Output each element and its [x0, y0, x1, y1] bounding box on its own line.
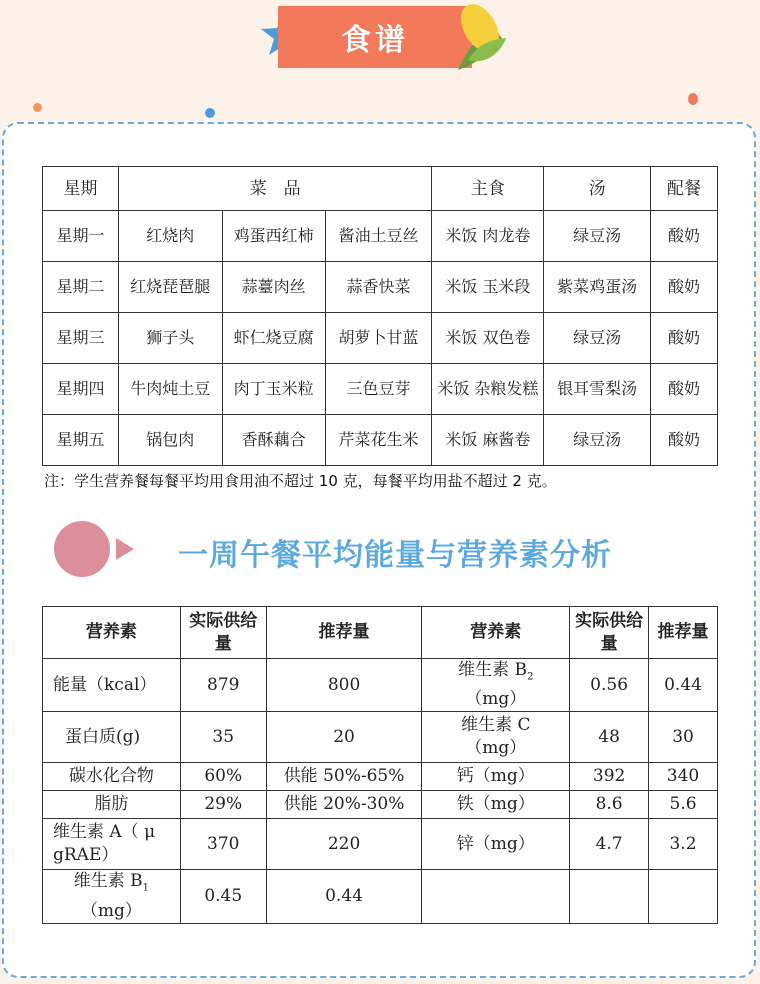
staple-cell: 米饭 杂粮发糕 — [432, 364, 544, 415]
decor-dot — [33, 103, 42, 112]
soup-cell: 绿豆汤 — [544, 313, 651, 364]
col-soup: 汤 — [544, 167, 651, 211]
col-nutrient: 营养素 — [422, 607, 570, 659]
actual-cell: 8.6 — [570, 791, 649, 819]
day-cell: 星期二 — [43, 262, 119, 313]
nutrient-name: 维生素 B — [458, 660, 528, 680]
actual-cell: 4.7 — [570, 819, 649, 870]
table-row — [43, 211, 718, 262]
recommended-cell: 800 — [266, 659, 422, 712]
nutrient-cell: 脂肪 — [43, 791, 181, 819]
dish-cell: 虾仁烧豆腐 — [222, 313, 325, 364]
recommended-cell: 0.44 — [649, 659, 718, 712]
recommended-cell: 30 — [649, 712, 718, 763]
staple-cell: 米饭 玉米段 — [432, 262, 544, 313]
nutrient-cell — [422, 659, 570, 712]
soup-cell: 绿豆汤 — [544, 415, 651, 466]
side-cell: 酸奶 — [651, 415, 718, 466]
staple-cell: 米饭 麻酱卷 — [432, 415, 544, 466]
recommended-cell — [649, 870, 718, 923]
day-cell: 星期三 — [43, 313, 119, 364]
nutrient-cell: 碳水化合物 — [43, 763, 181, 791]
recommended-cell: 340 — [649, 763, 718, 791]
actual-cell: 0.45 — [180, 870, 266, 923]
dish-cell: 蒜香快菜 — [325, 262, 432, 313]
decor-dot — [205, 108, 215, 118]
recommended-cell: 供能 20%-30% — [266, 791, 422, 819]
col-actual: 实际供给量 — [570, 607, 649, 659]
actual-cell: 48 — [570, 712, 649, 763]
nutrient-cell — [422, 712, 570, 763]
table-row — [43, 415, 718, 466]
actual-cell — [570, 870, 649, 923]
menu-note: 注：学生营养餐每餐平均用食用油不超过 10 克，每餐平均用盐不超过 2 克。 — [44, 472, 557, 490]
soup-cell: 银耳雪梨汤 — [544, 364, 651, 415]
col-nutrient: 营养素 — [43, 607, 181, 659]
col-recommended: 推荐量 — [266, 607, 422, 659]
actual-cell: 370 — [180, 819, 266, 870]
nutrient-unit: （mg） — [465, 738, 527, 759]
staple-cell: 米饭 双色卷 — [432, 313, 544, 364]
recommended-cell: 3.2 — [649, 819, 718, 870]
corn-icon — [448, 0, 518, 72]
dish-cell: 蒜薹肉丝 — [222, 262, 325, 313]
nutrition-table-header — [43, 607, 718, 659]
table-row — [43, 364, 718, 415]
menu-table-header — [43, 167, 718, 211]
dish-cell: 芹菜花生米 — [325, 415, 432, 466]
table-row — [43, 791, 718, 819]
dish-cell: 鸡蛋西红柿 — [222, 211, 325, 262]
actual-cell: 60% — [180, 763, 266, 791]
table-row — [43, 712, 718, 763]
nutrient-cell: 能量（kcal） — [43, 659, 181, 712]
soup-cell: 紫菜鸡蛋汤 — [544, 262, 651, 313]
decor-dot — [688, 93, 698, 105]
nutrient-cell: 锌（mg） — [422, 819, 570, 870]
col-actual: 实际供给量 — [180, 607, 266, 659]
section-title: 一周午餐平均能量与营养素分析 — [178, 538, 612, 573]
nutrient-cell — [43, 870, 181, 923]
dish-cell: 肉丁玉米粒 — [222, 364, 325, 415]
recommended-cell: 20 — [266, 712, 422, 763]
col-day: 星期 — [43, 167, 119, 211]
side-cell: 酸奶 — [651, 313, 718, 364]
nutrition-table — [42, 606, 718, 924]
nutrient-cell: 蛋白质(g) — [43, 712, 181, 763]
nutrient-name: 维生素 C — [461, 715, 531, 736]
table-row — [43, 313, 718, 364]
nutrient-subscript: 1 — [142, 882, 150, 894]
dish-cell: 狮子头 — [118, 313, 222, 364]
dish-cell: 酱油土豆丝 — [325, 211, 432, 262]
actual-cell: 879 — [180, 659, 266, 712]
nutrient-cell: 钙（mg） — [422, 763, 570, 791]
recommended-cell: 供能 50%-65% — [266, 763, 422, 791]
col-dishes: 菜 品 — [118, 167, 432, 211]
actual-cell: 35 — [180, 712, 266, 763]
table-row — [43, 819, 718, 870]
table-row — [43, 659, 718, 712]
dish-cell: 红烧肉 — [118, 211, 222, 262]
nutrient-cell — [422, 870, 570, 923]
dish-cell: 红烧琵琶腿 — [118, 262, 222, 313]
section-circle-decor — [54, 521, 110, 577]
section-arrow-icon — [116, 538, 134, 560]
staple-cell: 米饭 肉龙卷 — [432, 211, 544, 262]
dish-cell: 胡萝卜甘蓝 — [325, 313, 432, 364]
dish-cell: 三色豆芽 — [325, 364, 432, 415]
actual-cell: 29% — [180, 791, 266, 819]
col-recommended: 推荐量 — [649, 607, 718, 659]
dish-cell: 香酥藕合 — [222, 415, 325, 466]
page-title: 食谱 — [278, 6, 472, 68]
side-cell: 酸奶 — [651, 364, 718, 415]
nutrient-name: 维生素 B — [73, 871, 143, 892]
actual-cell: 0.56 — [570, 659, 649, 712]
dish-cell: 牛肉炖土豆 — [118, 364, 222, 415]
day-cell: 星期五 — [43, 415, 119, 466]
col-staple: 主食 — [432, 167, 544, 211]
header — [0, 0, 760, 122]
nutrient-unit: （mg） — [465, 689, 527, 710]
day-cell: 星期一 — [43, 211, 119, 262]
recommended-cell: 220 — [266, 819, 422, 870]
soup-cell: 绿豆汤 — [544, 211, 651, 262]
side-cell: 酸奶 — [651, 262, 718, 313]
recommended-cell: 5.6 — [649, 791, 718, 819]
day-cell: 星期四 — [43, 364, 119, 415]
table-row — [43, 262, 718, 313]
nutrient-cell: 铁（mg） — [422, 791, 570, 819]
actual-cell: 392 — [570, 763, 649, 791]
dish-cell: 锅包肉 — [118, 415, 222, 466]
table-row — [43, 763, 718, 791]
side-cell: 酸奶 — [651, 211, 718, 262]
nutrient-cell: 维生素 A（ μ gRAE） — [43, 819, 181, 870]
menu-table — [42, 166, 718, 466]
table-row — [43, 870, 718, 923]
col-side: 配餐 — [651, 167, 718, 211]
nutrient-unit: （mg） — [80, 900, 142, 921]
nutrient-subscript: 2 — [527, 671, 534, 683]
recommended-cell: 0.44 — [266, 870, 422, 923]
